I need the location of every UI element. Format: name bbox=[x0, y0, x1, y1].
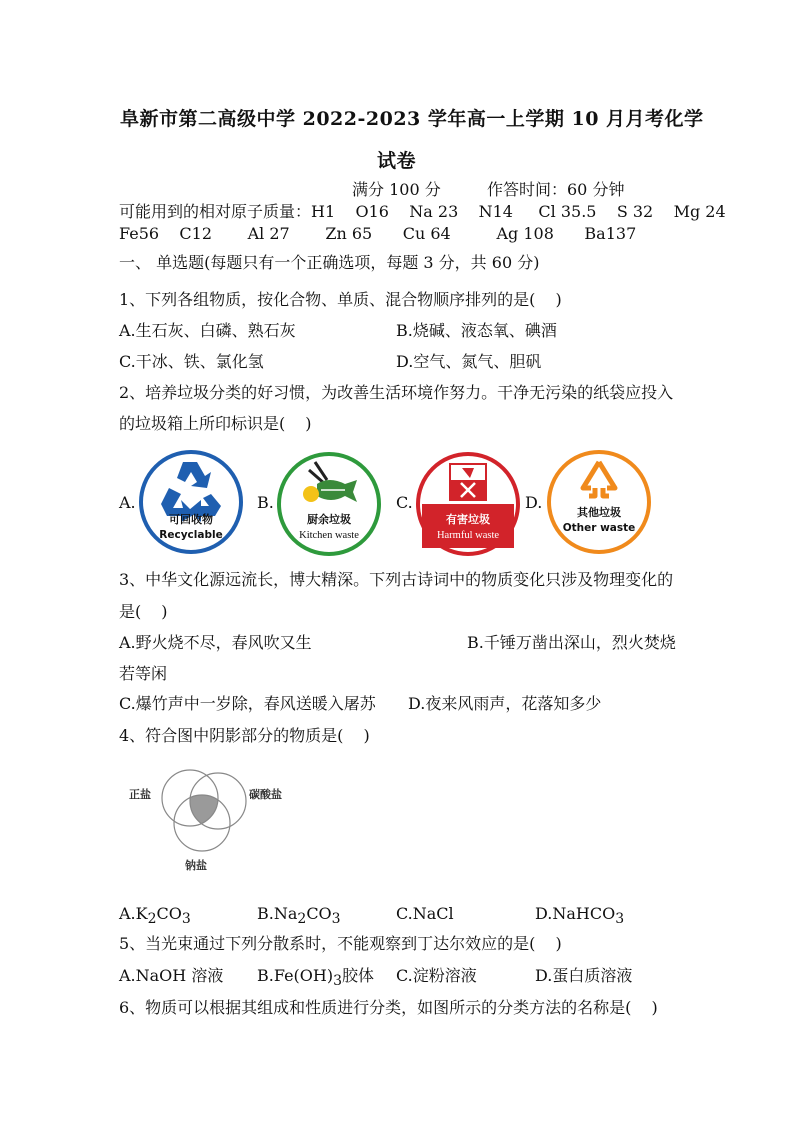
q5-option-d[interactable]: D.蛋白质溶液 bbox=[535, 966, 633, 985]
q4-d-text: D.NaHCO bbox=[535, 904, 616, 923]
q2-stem-text: 的垃圾箱上所印标识是( bbox=[119, 414, 286, 433]
q3-option-a[interactable]: A.野火烧不尽，春风吹又生 bbox=[119, 633, 312, 652]
q5-option-a[interactable]: A.NaOH 溶液 bbox=[119, 966, 224, 985]
q3-stem-text: 是( bbox=[119, 602, 142, 621]
venn-diagram bbox=[125, 765, 295, 880]
q5-b-post: 胶体 bbox=[342, 966, 375, 985]
sign-ring bbox=[549, 452, 649, 552]
q4-b-sub2: 3 bbox=[331, 911, 341, 928]
q4-b-mid: CO bbox=[306, 904, 332, 923]
q4-b-text: B.Na bbox=[257, 904, 298, 923]
q4-a-sub1: 2 bbox=[147, 911, 157, 928]
q4-close: ) bbox=[363, 726, 370, 745]
q3-option-c[interactable]: C.爆竹声中一岁除，春风送暖入屠苏 bbox=[119, 694, 376, 713]
q4-option-b[interactable] bbox=[257, 904, 341, 929]
q5-b-sub: 3 bbox=[333, 973, 343, 990]
q1-close: ) bbox=[555, 290, 562, 309]
q2-stem-line2 bbox=[119, 414, 312, 434]
q3-option-b[interactable]: B.千锤万凿出深山，烈火焚烧 bbox=[467, 633, 676, 652]
sign-d-cn: 其他垃圾 bbox=[577, 506, 621, 519]
venn-label-bottom: 钠盐 bbox=[185, 859, 207, 872]
harmful-band bbox=[422, 504, 514, 548]
kitchen-waste-sign[interactable] bbox=[275, 450, 383, 558]
atomic-mass-line1: 可能用到的相对原子质量：H1 O16 Na 23 N14 Cl 35.5 S 32 Mg 24 bbox=[119, 202, 726, 221]
q6-close: ) bbox=[651, 998, 658, 1017]
q4-b-sub1: 2 bbox=[297, 911, 307, 928]
q4-stem-text: 4、符合图中阴影部分的物质是( bbox=[119, 726, 344, 745]
q2-close: ) bbox=[305, 414, 312, 433]
q1-stem-text: 1、下列各组物质，按化合物、单质、混合物顺序排列的是( bbox=[119, 290, 536, 309]
sign-a-en: Recyclable bbox=[159, 529, 223, 541]
q4-option-a[interactable] bbox=[119, 904, 191, 929]
q4-stem bbox=[119, 726, 370, 746]
atomic-mass-line2: Fe56 C12 Al 27 Zn 65 Cu 64 Ag 108 Ba137 bbox=[119, 224, 637, 243]
exam-title-line1: 阜新市第二高级中学 2022-2023 学年高一上学期 10 月月考化学 bbox=[120, 108, 704, 130]
q2-option-c-letter[interactable]: C. bbox=[396, 493, 413, 512]
harmful-waste-sign[interactable] bbox=[414, 450, 522, 558]
q5-close: ) bbox=[555, 934, 562, 953]
q4-option-d[interactable] bbox=[535, 904, 624, 929]
q4-a-text: A.K bbox=[119, 904, 148, 923]
sign-c-en: Harmful waste bbox=[436, 530, 500, 541]
q3-stem-line1: 3、中华文化源远流长，博大精深。下列古诗词中的物质变化只涉及物理变化的 bbox=[119, 570, 674, 589]
q3-stem-line2 bbox=[119, 602, 168, 622]
q1-option-b[interactable]: B.烧碱、液态氧、碘酒 bbox=[396, 321, 557, 340]
q2-option-b-letter[interactable]: B. bbox=[257, 493, 274, 512]
q4-option-c[interactable]: C.NaCl bbox=[396, 904, 454, 923]
venn-label-left: 正盐 bbox=[129, 788, 151, 801]
q2-option-d-letter[interactable]: D. bbox=[525, 493, 543, 512]
q1-option-d[interactable]: D.空气、氮气、胆矾 bbox=[396, 352, 542, 371]
sign-a-cn: 可回收物 bbox=[169, 513, 213, 526]
sign-c-cn: 有害垃圾 bbox=[446, 513, 490, 526]
q3-close: ) bbox=[161, 602, 168, 621]
q4-d-sub: 3 bbox=[615, 911, 625, 928]
exam-title-line2: 试卷 bbox=[377, 150, 417, 172]
q3-option-b-cont: 若等闲 bbox=[119, 664, 168, 683]
q5-option-c[interactable]: C.淀粉溶液 bbox=[396, 966, 477, 985]
sign-d-en: Other waste bbox=[562, 522, 636, 534]
q6-stem bbox=[119, 998, 658, 1018]
q5-stem bbox=[119, 934, 562, 954]
sign-b-cn: 厨余垃圾 bbox=[307, 513, 351, 526]
q2-stem-line1: 2、培养垃圾分类的好习惯，为改善生活环境作努力。干净无污染的纸袋应投入 bbox=[119, 383, 674, 402]
section-heading: 一、 单选题(每题只有一个正确选项，每题 3 分，共 60 分) bbox=[119, 253, 540, 272]
q5-stem-text: 5、当光束通过下列分散系时，不能观察到丁达尔效应的是( bbox=[119, 934, 536, 953]
q5-b-text: B.Fe(OH) bbox=[257, 966, 334, 985]
other-waste-sign[interactable] bbox=[545, 448, 653, 556]
sign-b-en: Kitchen waste bbox=[299, 530, 359, 541]
exam-time: 作答时间：60 分钟 bbox=[487, 180, 625, 199]
recyclable-sign[interactable] bbox=[137, 448, 245, 556]
venn-label-right: 碳酸盐 bbox=[249, 788, 282, 801]
q6-stem-text: 6、物质可以根据其组成和性质进行分类，如图所示的分类方法的名称是( bbox=[119, 998, 632, 1017]
q4-a-sub2: 3 bbox=[181, 911, 191, 928]
q2-option-a-letter[interactable]: A. bbox=[119, 493, 136, 512]
harmful-icon bbox=[450, 464, 486, 500]
q4-a-mid: CO bbox=[156, 904, 182, 923]
q1-option-c[interactable]: C.干冰、铁、氯化氢 bbox=[119, 352, 264, 371]
full-score: 满分 100 分 bbox=[352, 180, 441, 199]
q1-stem bbox=[119, 290, 562, 310]
q1-option-a[interactable]: A.生石灰、白磷、熟石灰 bbox=[119, 321, 296, 340]
q5-option-b[interactable] bbox=[257, 966, 374, 991]
q3-option-d[interactable]: D.夜来风雨声，花落知多少 bbox=[408, 694, 602, 713]
